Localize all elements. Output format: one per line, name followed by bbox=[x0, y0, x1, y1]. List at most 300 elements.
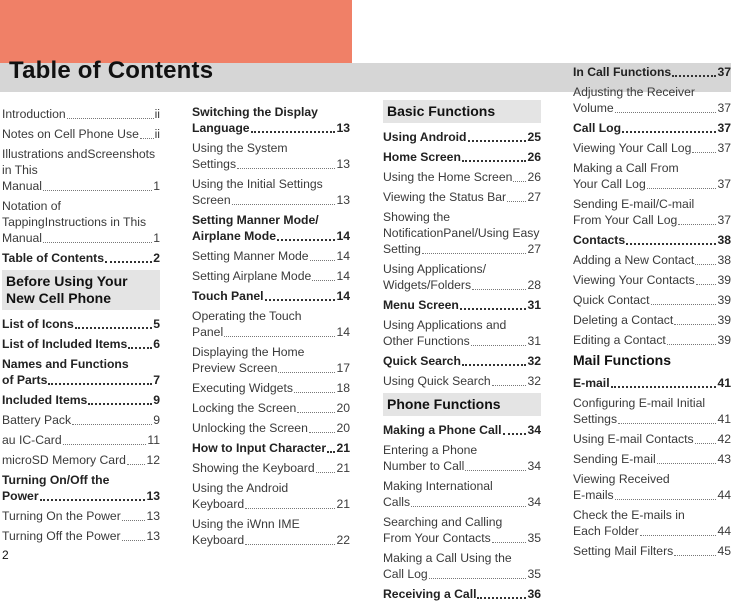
toc-page-number: 39 bbox=[717, 293, 731, 307]
toc-entry[interactable] bbox=[192, 268, 350, 284]
toc-entry-label: From Your Call Log bbox=[573, 213, 678, 227]
dot-leader bbox=[294, 392, 336, 393]
dot-leader bbox=[465, 470, 526, 471]
dot-leader bbox=[640, 535, 717, 536]
toc-page-number: 6 bbox=[153, 337, 160, 351]
toc-entry-label: Viewing the Status Bar bbox=[383, 190, 507, 204]
toc-entry-line: Entering a Phone bbox=[383, 443, 478, 457]
toc-entry-label: Notes on Cell Phone Use bbox=[2, 127, 139, 141]
dot-leader bbox=[140, 138, 154, 139]
toc-entry-label: Editing a Contact bbox=[573, 333, 666, 347]
dot-leader bbox=[122, 540, 146, 541]
toc-entry[interactable] bbox=[192, 248, 350, 264]
toc-entry[interactable] bbox=[2, 452, 160, 468]
toc-entry-label: Call Log bbox=[573, 121, 622, 135]
toc-entry[interactable] bbox=[573, 451, 731, 467]
dot-leader bbox=[615, 499, 717, 500]
toc-entry-label: Turning On the Power bbox=[2, 509, 121, 523]
toc-page-number: 20 bbox=[336, 421, 350, 435]
dot-leader bbox=[411, 506, 526, 507]
toc-page-number: 41 bbox=[717, 376, 731, 390]
toc-page-number: 14 bbox=[336, 269, 350, 283]
dot-leader bbox=[245, 508, 335, 509]
toc-page-number: 37 bbox=[717, 121, 731, 135]
dot-leader bbox=[622, 131, 716, 133]
section-heading: Phone Functions bbox=[383, 393, 541, 416]
toc-page-number: 13 bbox=[336, 121, 350, 135]
toc-entry-label: Contacts bbox=[573, 233, 626, 247]
section-heading: Before Using Your New Cell Phone bbox=[2, 270, 160, 310]
toc-page-number: 39 bbox=[717, 313, 731, 327]
toc-column-4 bbox=[573, 64, 731, 563]
toc-entry-line: Adjusting the Receiver bbox=[573, 85, 695, 99]
toc-entry[interactable] bbox=[573, 395, 731, 427]
toc-entry[interactable] bbox=[383, 353, 541, 369]
page-title: Table of Contents bbox=[9, 57, 214, 84]
toc-entry-label: Viewing Your Contacts bbox=[573, 273, 695, 287]
toc-page-number: 1 bbox=[153, 231, 160, 245]
toc-entry[interactable] bbox=[573, 507, 731, 539]
toc-page-number: 32 bbox=[527, 354, 541, 368]
toc-entry[interactable] bbox=[192, 140, 350, 172]
toc-page-number: 13 bbox=[146, 489, 160, 503]
toc-page-number: 14 bbox=[336, 325, 350, 339]
toc-entry-line: Making a Call Using the bbox=[383, 551, 512, 565]
toc-entry-line: Using the Android bbox=[192, 481, 289, 495]
toc-entry-label: Language bbox=[192, 121, 250, 135]
dot-leader bbox=[492, 542, 527, 543]
toc-entry[interactable] bbox=[2, 198, 160, 246]
toc-page-number: 44 bbox=[717, 524, 731, 538]
toc-page-number: 20 bbox=[336, 401, 350, 415]
dot-leader bbox=[309, 432, 336, 433]
dot-leader bbox=[674, 324, 716, 325]
dot-leader bbox=[327, 451, 335, 453]
toc-page-number: ii bbox=[154, 107, 160, 121]
toc-entry-label: Viewing Your Call Log bbox=[573, 141, 692, 155]
toc-entry-label: Using Android bbox=[383, 130, 467, 144]
toc-page-number: 11 bbox=[147, 433, 160, 447]
toc-entry-label: Settings bbox=[192, 157, 237, 171]
dot-leader bbox=[422, 253, 526, 254]
toc-entry-line: Using the Initial Settings bbox=[192, 177, 323, 191]
toc-page-number: 43 bbox=[717, 452, 731, 466]
dot-leader bbox=[43, 242, 152, 243]
toc-page-number: 5 bbox=[153, 317, 160, 331]
toc-entry-label: Calls bbox=[383, 495, 411, 509]
toc-page-number: 37 bbox=[717, 213, 731, 227]
toc-entry[interactable] bbox=[573, 292, 731, 308]
toc-page-number: 2 bbox=[153, 251, 160, 265]
dot-leader bbox=[615, 112, 717, 113]
toc-entry[interactable] bbox=[573, 272, 731, 288]
toc-entry[interactable] bbox=[2, 126, 160, 142]
toc-entry[interactable] bbox=[383, 478, 541, 510]
dot-leader bbox=[128, 347, 152, 349]
toc-entry[interactable] bbox=[192, 420, 350, 436]
dot-leader bbox=[88, 403, 152, 405]
toc-entry[interactable] bbox=[383, 373, 541, 389]
toc-page-number: 13 bbox=[146, 529, 160, 543]
toc-entry-label: Screen bbox=[192, 193, 231, 207]
dot-leader bbox=[611, 386, 717, 388]
toc-entry-label: Touch Panel bbox=[192, 289, 264, 303]
toc-entry-label: Included Items bbox=[2, 393, 88, 407]
toc-page-number: 9 bbox=[153, 393, 160, 407]
dot-leader bbox=[278, 372, 335, 373]
toc-entry[interactable] bbox=[192, 480, 350, 512]
toc-entry[interactable] bbox=[192, 380, 350, 396]
toc-page-number: 13 bbox=[146, 509, 160, 523]
toc-page-number: 12 bbox=[146, 453, 160, 467]
dot-leader bbox=[224, 336, 335, 337]
toc-entry-label: of Parts bbox=[2, 373, 48, 387]
toc-entry[interactable] bbox=[192, 212, 350, 244]
toc-entry-label: Adding a New Contact bbox=[573, 253, 695, 267]
toc-entry[interactable] bbox=[2, 106, 160, 122]
toc-page-number: 27 bbox=[527, 242, 541, 256]
toc-entry[interactable] bbox=[573, 64, 731, 80]
toc-entry[interactable] bbox=[192, 308, 350, 340]
toc-entry-line: Check the E-mails in bbox=[573, 508, 685, 522]
toc-page-number: 25 bbox=[527, 130, 541, 144]
dot-leader bbox=[127, 464, 146, 465]
page-number: 2 bbox=[2, 548, 9, 562]
toc-entry[interactable] bbox=[383, 149, 541, 165]
toc-entry[interactable] bbox=[573, 120, 731, 136]
dot-leader bbox=[477, 597, 526, 599]
toc-entry-line: Panel/Using Easy bbox=[443, 226, 540, 240]
toc-entry-label: microSD Memory Card bbox=[2, 453, 126, 467]
toc-page-number: 26 bbox=[527, 170, 541, 184]
toc-page-number: 39 bbox=[717, 273, 731, 287]
dot-leader bbox=[67, 118, 154, 119]
toc-page-number: 21 bbox=[336, 461, 350, 475]
toc-page-number: 13 bbox=[336, 157, 350, 171]
toc-entry[interactable] bbox=[573, 332, 731, 348]
section-heading: Mail Functions bbox=[573, 352, 671, 368]
toc-page-number: ii bbox=[154, 127, 160, 141]
toc-entry-label: Deleting a Contact bbox=[573, 313, 674, 327]
toc-page-number: 36 bbox=[527, 587, 541, 601]
toc-entry-line: Illustrations and bbox=[2, 147, 88, 161]
toc-entry-label: E-mail bbox=[573, 376, 610, 390]
toc-entry-label: Your Call Log bbox=[573, 177, 646, 191]
toc-entry[interactable] bbox=[2, 528, 160, 544]
dot-leader bbox=[672, 75, 716, 77]
toc-entry-label: Keyboard bbox=[192, 497, 245, 511]
toc-entry-label: Using Quick Search bbox=[383, 374, 491, 388]
toc-entry[interactable] bbox=[573, 375, 731, 391]
toc-entry-label: Manual bbox=[2, 231, 42, 245]
toc-entry-label: Other Functions bbox=[383, 334, 470, 348]
toc-page-number: 37 bbox=[717, 65, 731, 79]
toc-entry-label: Executing Widgets bbox=[192, 381, 293, 395]
toc-page-number: 38 bbox=[717, 253, 731, 267]
toc-entry-line: Displaying the Home bbox=[192, 345, 305, 359]
toc-entry-label: How to Input Character bbox=[192, 441, 327, 455]
toc-entry-label: Introduction bbox=[2, 107, 66, 121]
dot-leader bbox=[63, 444, 147, 445]
dot-leader bbox=[429, 578, 527, 579]
toc-column-1 bbox=[2, 106, 160, 548]
toc-entry-label: Setting Mail Filters bbox=[573, 544, 674, 558]
dot-leader bbox=[48, 383, 152, 385]
toc-entry[interactable] bbox=[383, 422, 541, 438]
toc-page-number: 14 bbox=[336, 289, 350, 303]
toc-entry[interactable] bbox=[573, 140, 731, 156]
toc-entry-label: Panel bbox=[192, 325, 224, 339]
toc-entry-label: Power bbox=[2, 489, 39, 503]
toc-entry[interactable] bbox=[192, 460, 350, 476]
toc-page-number: 38 bbox=[717, 233, 731, 247]
toc-entry-label: Each Folder bbox=[573, 524, 639, 538]
toc-entry[interactable] bbox=[383, 189, 541, 205]
toc-entry[interactable] bbox=[383, 550, 541, 582]
toc-entry-label: Home Screen bbox=[383, 150, 461, 164]
toc-entry[interactable] bbox=[383, 586, 541, 602]
toc-entry-label: E-mails bbox=[573, 488, 614, 502]
toc-entry-label: Receiving a Call bbox=[383, 587, 477, 601]
toc-entry[interactable] bbox=[192, 440, 350, 456]
toc-entry-line: Showing the Notification bbox=[383, 210, 451, 240]
toc-entry-label: Setting Manner Mode bbox=[192, 249, 309, 263]
toc-entry-label: From Your Contacts bbox=[383, 531, 491, 545]
dot-leader bbox=[647, 188, 717, 189]
toc-column-3 bbox=[383, 96, 541, 606]
toc-column-2 bbox=[192, 104, 350, 552]
toc-page-number: 21 bbox=[336, 497, 350, 511]
toc-entry[interactable] bbox=[383, 297, 541, 313]
dot-leader bbox=[678, 224, 716, 225]
dot-leader bbox=[472, 289, 526, 290]
dot-leader bbox=[40, 499, 146, 501]
toc-entry-line: Setting Manner Mode/ bbox=[192, 213, 319, 227]
toc-entry[interactable] bbox=[383, 129, 541, 145]
toc-entry-label: Volume bbox=[573, 101, 614, 115]
toc-entry-line: Screenshots in This bbox=[2, 147, 156, 177]
toc-page-number: 26 bbox=[527, 150, 541, 164]
toc-page-number: 45 bbox=[717, 544, 731, 558]
toc-page-number: 31 bbox=[527, 334, 541, 348]
toc-page-number: 27 bbox=[527, 190, 541, 204]
toc-entry-label: Using the Home Screen bbox=[383, 170, 513, 184]
toc-entry[interactable] bbox=[383, 442, 541, 474]
toc-entry-label: Setting Airplane Mode bbox=[192, 269, 312, 283]
toc-entry[interactable] bbox=[383, 209, 541, 257]
toc-page-number: 44 bbox=[717, 488, 731, 502]
toc-page-number: 41 bbox=[717, 412, 731, 426]
dot-leader bbox=[503, 433, 527, 435]
dot-leader bbox=[297, 412, 335, 413]
dot-leader bbox=[312, 280, 335, 281]
toc-entry-label: Making a Phone Call bbox=[383, 423, 502, 437]
toc-entry[interactable] bbox=[573, 160, 731, 192]
dot-leader bbox=[460, 308, 527, 310]
dot-leader bbox=[626, 243, 716, 245]
toc-entry-label: au IC-Card bbox=[2, 433, 62, 447]
toc-entry-label: Using E-mail Contacts bbox=[573, 432, 694, 446]
dot-leader bbox=[651, 304, 717, 305]
toc-entry-label: Manual bbox=[2, 179, 42, 193]
toc-entry-label: Unlocking the Screen bbox=[192, 421, 308, 435]
toc-entry-line: Using Applications/ bbox=[383, 262, 486, 276]
section-heading: Basic Functions bbox=[383, 100, 541, 123]
toc-entry[interactable] bbox=[2, 356, 160, 388]
toc-entry-label: Preview Screen bbox=[192, 361, 278, 375]
dot-leader bbox=[657, 463, 717, 464]
dot-leader bbox=[310, 260, 336, 261]
dot-leader bbox=[72, 424, 152, 425]
toc-entry[interactable] bbox=[383, 261, 541, 293]
toc-entry-label: Call Log bbox=[383, 567, 428, 581]
toc-entry[interactable] bbox=[2, 412, 160, 428]
toc-entry-label: Turning Off the Power bbox=[2, 529, 121, 543]
toc-entry-label: Table of Contents bbox=[2, 251, 105, 265]
toc-entry-line: Making a Call From bbox=[573, 161, 679, 175]
toc-entry[interactable] bbox=[2, 316, 160, 332]
dot-leader bbox=[471, 345, 527, 346]
toc-page-number: 34 bbox=[527, 495, 541, 509]
toc-entry-label: Quick Search bbox=[383, 354, 461, 368]
dot-leader bbox=[462, 160, 527, 162]
toc-entry[interactable] bbox=[192, 288, 350, 304]
toc-entry-line: Making International bbox=[383, 479, 493, 493]
toc-page-number: 7 bbox=[153, 373, 160, 387]
dot-leader bbox=[674, 555, 716, 556]
toc-entry[interactable] bbox=[573, 543, 731, 559]
toc-entry-label: Sending E-mail bbox=[573, 452, 656, 466]
dot-leader bbox=[105, 261, 152, 263]
dot-leader bbox=[667, 344, 717, 345]
toc-entry[interactable] bbox=[383, 169, 541, 185]
toc-entry-line: Notation of Tapping bbox=[2, 199, 61, 229]
dot-leader bbox=[316, 472, 336, 473]
toc-entry-label: List of Icons bbox=[2, 317, 74, 331]
toc-entry[interactable] bbox=[573, 312, 731, 328]
toc-entry[interactable] bbox=[2, 146, 160, 194]
toc-page-number: 37 bbox=[717, 101, 731, 115]
toc-entry[interactable] bbox=[573, 196, 731, 228]
dot-leader bbox=[462, 364, 527, 366]
dot-leader bbox=[618, 423, 716, 424]
toc-page-number: 32 bbox=[527, 374, 541, 388]
toc-entry-line: Configuring E-mail Initial bbox=[573, 396, 706, 410]
toc-entry[interactable] bbox=[573, 431, 731, 447]
toc-entry-line: Names and Functions bbox=[2, 357, 129, 371]
toc-entry-label: Keyboard bbox=[192, 533, 245, 547]
toc-entry-label: Battery Pack bbox=[2, 413, 72, 427]
toc-entry-label: Airplane Mode bbox=[192, 229, 276, 243]
toc-entry[interactable] bbox=[2, 472, 160, 504]
toc-entry[interactable] bbox=[2, 336, 160, 352]
toc-entry[interactable] bbox=[2, 432, 160, 448]
dot-leader bbox=[232, 204, 336, 205]
dot-leader bbox=[492, 385, 527, 386]
toc-entry[interactable] bbox=[192, 344, 350, 376]
toc-entry[interactable] bbox=[192, 176, 350, 208]
toc-entry-label: In Call Functions bbox=[573, 65, 672, 79]
toc-entry-label: Setting bbox=[383, 242, 421, 256]
toc-entry[interactable] bbox=[2, 392, 160, 408]
dot-leader bbox=[75, 327, 152, 329]
toc-entry[interactable] bbox=[2, 508, 160, 524]
dot-leader bbox=[265, 299, 336, 301]
toc-entry[interactable] bbox=[2, 250, 160, 266]
toc-page-number: 31 bbox=[527, 298, 541, 312]
toc-entry[interactable] bbox=[383, 514, 541, 546]
toc-entry-line: Searching and Calling bbox=[383, 515, 503, 529]
toc-entry-line: Using the iWnn IME bbox=[192, 517, 300, 531]
toc-entry-label: Locking the Screen bbox=[192, 401, 297, 415]
toc-page-number: 17 bbox=[336, 361, 350, 375]
toc-page-number: 13 bbox=[336, 193, 350, 207]
toc-entry-line: Instructions in This bbox=[44, 215, 147, 229]
toc-entry[interactable] bbox=[573, 471, 731, 503]
toc-entry[interactable] bbox=[383, 317, 541, 349]
dot-leader bbox=[245, 544, 335, 545]
dot-leader bbox=[507, 201, 526, 202]
toc-entry-label: Showing the Keyboard bbox=[192, 461, 315, 475]
toc-entry[interactable] bbox=[192, 516, 350, 548]
toc-page-number: 21 bbox=[336, 441, 350, 455]
dot-leader bbox=[696, 284, 717, 285]
dot-leader bbox=[695, 264, 716, 265]
toc-page-number: 22 bbox=[336, 533, 350, 547]
toc-page-number: 34 bbox=[527, 459, 541, 473]
toc-entry-line: Using the System bbox=[192, 141, 288, 155]
dot-leader bbox=[122, 520, 146, 521]
toc-page-number: 18 bbox=[336, 381, 350, 395]
toc-entry[interactable] bbox=[573, 232, 731, 248]
dot-leader bbox=[251, 131, 336, 133]
toc-page-number: 9 bbox=[153, 413, 160, 427]
toc-entry[interactable] bbox=[192, 400, 350, 416]
toc-page-number: 42 bbox=[717, 432, 731, 446]
toc-entry-line: Sending E-mail/C-mail bbox=[573, 197, 695, 211]
toc-page-number: 37 bbox=[717, 141, 731, 155]
dot-leader bbox=[695, 443, 717, 444]
toc-entry-label: Widgets/Folders bbox=[383, 278, 472, 292]
toc-entry-line: Switching the Display bbox=[192, 105, 318, 119]
title-banner bbox=[0, 0, 352, 63]
toc-entry-label: Number to Call bbox=[383, 459, 465, 473]
toc-entry[interactable] bbox=[573, 252, 731, 268]
toc-entry[interactable] bbox=[573, 84, 731, 116]
toc-entry-line: Operating the Touch bbox=[192, 309, 302, 323]
toc-page-number: 35 bbox=[527, 567, 541, 581]
toc-page-number: 35 bbox=[527, 531, 541, 545]
toc-page-number: 39 bbox=[717, 333, 731, 347]
toc-page-number: 14 bbox=[336, 249, 350, 263]
toc-page-number: 28 bbox=[527, 278, 541, 292]
toc-page-number: 34 bbox=[527, 423, 541, 437]
toc-entry-label: List of Included Items bbox=[2, 337, 128, 351]
toc-entry[interactable] bbox=[192, 104, 350, 136]
toc-page-number: 14 bbox=[336, 229, 350, 243]
dot-leader bbox=[513, 181, 526, 182]
toc-entry-label: Settings bbox=[573, 412, 618, 426]
dot-leader bbox=[237, 168, 335, 169]
dot-leader bbox=[468, 140, 527, 142]
toc-entry-line: Turning On/Off the bbox=[2, 473, 110, 487]
toc-entry-label: Menu Screen bbox=[383, 298, 459, 312]
dot-leader bbox=[277, 239, 335, 241]
toc-page-number: 1 bbox=[153, 179, 160, 193]
toc-page-number: 37 bbox=[717, 177, 731, 191]
dot-leader bbox=[692, 152, 716, 153]
toc-entry-line: Viewing Received bbox=[573, 472, 670, 486]
